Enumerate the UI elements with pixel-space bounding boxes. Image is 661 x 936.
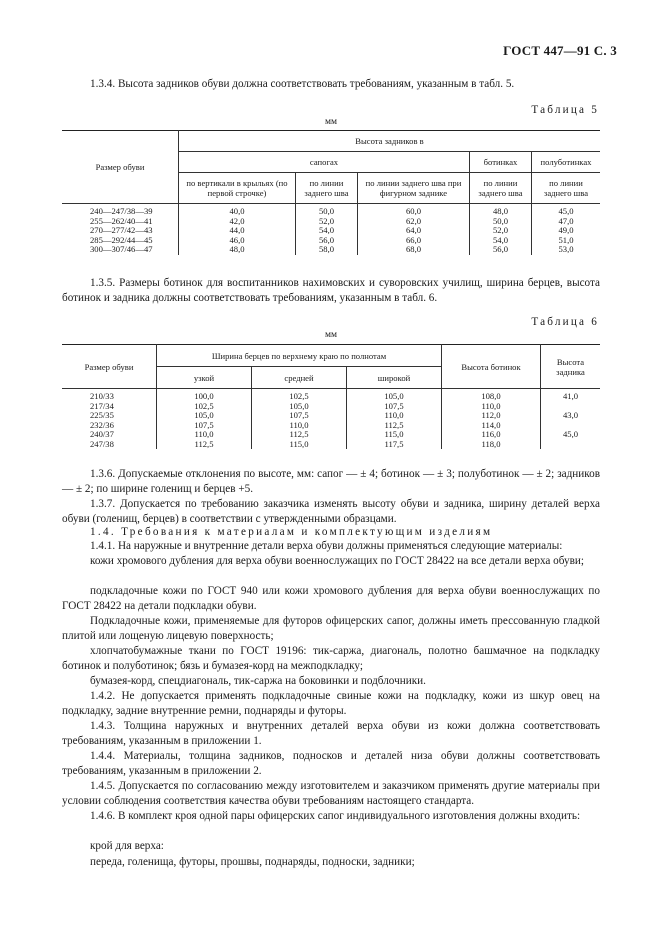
t6-cell: 110,0 (347, 411, 442, 421)
table-row (62, 421, 600, 431)
t5-head-polubotinki: полуботинках (532, 152, 601, 173)
t5-cell: 45,0 (558, 206, 574, 216)
t5-head-size: Размер обуви (62, 131, 179, 204)
t6-cell: 240/37 (62, 430, 157, 440)
t5-cell: 60,0 (358, 204, 470, 217)
t5-cell: 240—247/38—39 (62, 204, 179, 217)
t6-cell: 100,0 (157, 389, 252, 402)
t6-cell: 217/34 (62, 402, 157, 412)
t5-cell: 44,0 (179, 226, 296, 236)
paragraph-1-4-4: 1.4.4. Материалы, толщина задников, подносков и деталей низа обуви должны соответствовать требованиям, указанным в приложении 2. (62, 750, 600, 777)
t5-cell: 52,0 (470, 226, 532, 236)
paragraph-1-4-6-b: переда, голенища, футоры, прошвы, поднаряды, подноски, задники; (90, 856, 415, 868)
t5-cell: 50,0 (296, 204, 358, 217)
t5-cell: 52,0 (296, 217, 358, 227)
table5-unit: мм (324, 117, 338, 127)
paragraph-1-4-3: 1.4.3. Толщина наружных и внутренних деталей верха обуви из кожи должна соответствовать требованиям, указанным в приложении 1. (62, 720, 600, 747)
t5-head-sapogi: сапогах (179, 152, 470, 173)
t5-cell: 47,0 (558, 215, 574, 226)
table5-caption: Таблица 5 (531, 104, 599, 116)
t6-cell: 105,0 (252, 402, 347, 412)
t5-cell: 64,0 (358, 226, 470, 236)
t6-sub-3: широкой (347, 367, 442, 389)
t5-cell: 300—307/46—47 (62, 245, 179, 255)
t6-cell: 108,0 (442, 389, 541, 402)
table-row (62, 430, 600, 440)
t6-cell: 115,0 (347, 430, 442, 440)
t5-head-height: Высота задников в (179, 131, 601, 152)
t5-sub-1: по вертикали в крыльях (по первой строчке) (179, 173, 296, 204)
t6-cell: 247/38 (62, 440, 157, 450)
t6-cell: 112,0 (442, 411, 541, 421)
table-row (62, 389, 600, 402)
t6-cell: 232/36 (62, 421, 157, 431)
t6-cell: 45,0 (562, 429, 579, 439)
table6-caption: Таблица 6 (531, 316, 599, 328)
table-6 (62, 344, 600, 449)
t6-cell: 114,0 (442, 421, 541, 431)
t5-cell: 56,0 (470, 245, 532, 255)
t5-cell: 54,0 (470, 236, 532, 246)
t5-head-botinki: ботинках (470, 152, 532, 173)
paragraph-1-4-5: 1.4.5. Допускается по согласованию между изготовителем и заказчиком применять другие материалы при условии соблюдения соответствия качества обуви требованиям настоящего стандарта. (62, 780, 600, 807)
table-row (62, 411, 600, 421)
table-row (62, 245, 600, 255)
paragraph-1-4-6: 1.4.6. В комплект кроя одной пары офицерских сапог индивидуального изготовления должны входить: (90, 810, 581, 822)
t5-cell: 42,0 (179, 217, 296, 227)
paragraph-1-3-6: 1.3.6. Допускаемые отклонения по высоте, мм: сапог — ± 4; ботинок — ± 3; полуботинок — ± 2; задников — ± 2; по ширине голенищ и берцев +5. (62, 468, 600, 495)
paragraph-1-3-7: 1.3.7. Допускается по требованию заказчика изменять высоту обуви и задника, ширину деталей верха обуви (голенищ, берцев) в соответствии с утвержденными образцами. (62, 498, 600, 525)
paragraph-1-4-1-b: подкладочные кожи по ГОСТ 940 или кожи хромового дубления для верха обуви военнослужащих по ГОСТ 28422 на детали подкладки обуви. (62, 585, 600, 612)
paragraph-1-3-5: 1.3.5. Размеры ботинок для воспитанников нахимовских и суворовских училищ, ширина берцев, высота ботинок и задника должны соответствовать требованиям, указанным в табл. 6. (62, 277, 600, 304)
paragraph-1-4-1-e: бумазея-корд, спецдиагональ, тик-саржа на боковинки и подблочники. (90, 675, 426, 687)
t5-sub-5: по линии заднего шва (532, 173, 601, 204)
paragraph-1-4-6-a: крой для верха: (90, 840, 164, 852)
t5-cell: 255—262/40—41 (62, 217, 179, 227)
t6-cell (541, 440, 601, 450)
t6-cell: 115,0 (252, 440, 347, 450)
t6-cell: 225/35 (62, 411, 157, 421)
t6-cell: 107,5 (252, 411, 347, 421)
t6-cell: 43,0 (562, 410, 579, 420)
t6-head-size: Размер обуви (62, 345, 157, 389)
t6-cell: 118,0 (442, 440, 541, 450)
t5-cell: 62,0 (358, 217, 470, 227)
t6-cell: 110,0 (157, 430, 252, 440)
t5-cell: 66,0 (358, 236, 470, 246)
paragraph-1-4-1: 1.4.1. На наружные и внутренние детали верха обуви должны применяться следующие материалы: (90, 540, 563, 552)
paragraph-1-4-2: 1.4.2. Не допускается применять подкладочные свиные кожи на подкладку, кожи из шкур овец на подкладку, задние внутренние ремни, поднаряды и футоры. (62, 690, 600, 717)
t6-cell: 112,5 (252, 430, 347, 440)
paragraph-1-3-4: 1.3.4. Высота задников обуви должна соответствовать требованиям, указанным в табл. 5. (90, 78, 515, 90)
t6-cell: 110,0 (442, 402, 541, 412)
t5-cell: 51,0 (558, 234, 574, 245)
t6-head-heel: Высота задника (541, 345, 601, 389)
t5-cell: 68,0 (358, 245, 470, 255)
paragraph-1-4-1-a: кожи хромового дубления для верха обуви военнослужащих по ГОСТ 28422 на все детали верха обуви; (90, 555, 585, 567)
paragraph-1-4-1-c: Подкладочные кожи, применяемые для футоров офицерских сапог, должны иметь прессованную гладкой плитой или лощеную лицевую поверхность; (62, 615, 600, 642)
t6-head-width: Ширина берцев по верхнему краю по полнотам (157, 345, 442, 367)
t6-cell: 105,0 (347, 389, 442, 402)
t6-sub-1: узкой (157, 367, 252, 389)
section-1-4-heading: 1.4. Требования к материалам и комплектующим изделиям (90, 526, 493, 538)
t5-cell: 53,0 (558, 244, 574, 254)
t6-cell: 117,5 (347, 440, 442, 450)
t6-cell: 107,5 (347, 402, 442, 412)
page-header: ГОСТ 447—91 С. 3 (503, 43, 617, 58)
t5-cell: 270—277/42—43 (62, 226, 179, 236)
table-row (62, 402, 600, 412)
t5-cell: 48,0 (179, 245, 296, 255)
t5-cell: 58,0 (296, 245, 358, 255)
t5-cell: 46,0 (179, 236, 296, 246)
t5-sub-2: по линии заднего шва (296, 173, 358, 204)
t6-cell: 116,0 (442, 430, 541, 440)
t6-cell: 107,5 (157, 421, 252, 431)
t6-cell: 102,5 (157, 402, 252, 412)
t5-cell: 54,0 (296, 226, 358, 236)
t6-cell: 210/33 (62, 389, 157, 402)
t5-cell: 40,0 (179, 204, 296, 217)
t6-head-boot: Высота ботинок (442, 345, 541, 389)
paragraph-1-4-1-d: хлопчатобумажные ткани по ГОСТ 19196: тик-саржа, диагональ, полотно башмачное на подкладку ботинок и полуботинок; бязь и бумазея-корд на межподкладку; (62, 645, 600, 672)
table-5 (62, 130, 600, 255)
t5-cell: 50,0 (470, 217, 532, 227)
t5-cell: 285—292/44—45 (62, 236, 179, 246)
t5-cell: 49,0 (558, 225, 574, 235)
table6-unit: мм (324, 330, 338, 340)
t6-cell: 112,5 (157, 440, 252, 450)
table-row (62, 440, 600, 450)
t6-cell: 41,0 (562, 391, 579, 401)
t6-cell: 110,0 (252, 421, 347, 431)
t6-sub-2: средней (252, 367, 347, 389)
t5-sub-4: по линии заднего шва (470, 173, 532, 204)
t6-cell: 112,5 (347, 421, 442, 431)
t5-sub-3: по линии заднего шва при фигурном заднике (358, 173, 470, 204)
table-row (62, 204, 600, 217)
t5-cell: 48,0 (470, 204, 532, 217)
t6-cell: 102,5 (252, 389, 347, 402)
t6-cell: 105,0 (157, 411, 252, 421)
t5-cell: 56,0 (296, 236, 358, 246)
